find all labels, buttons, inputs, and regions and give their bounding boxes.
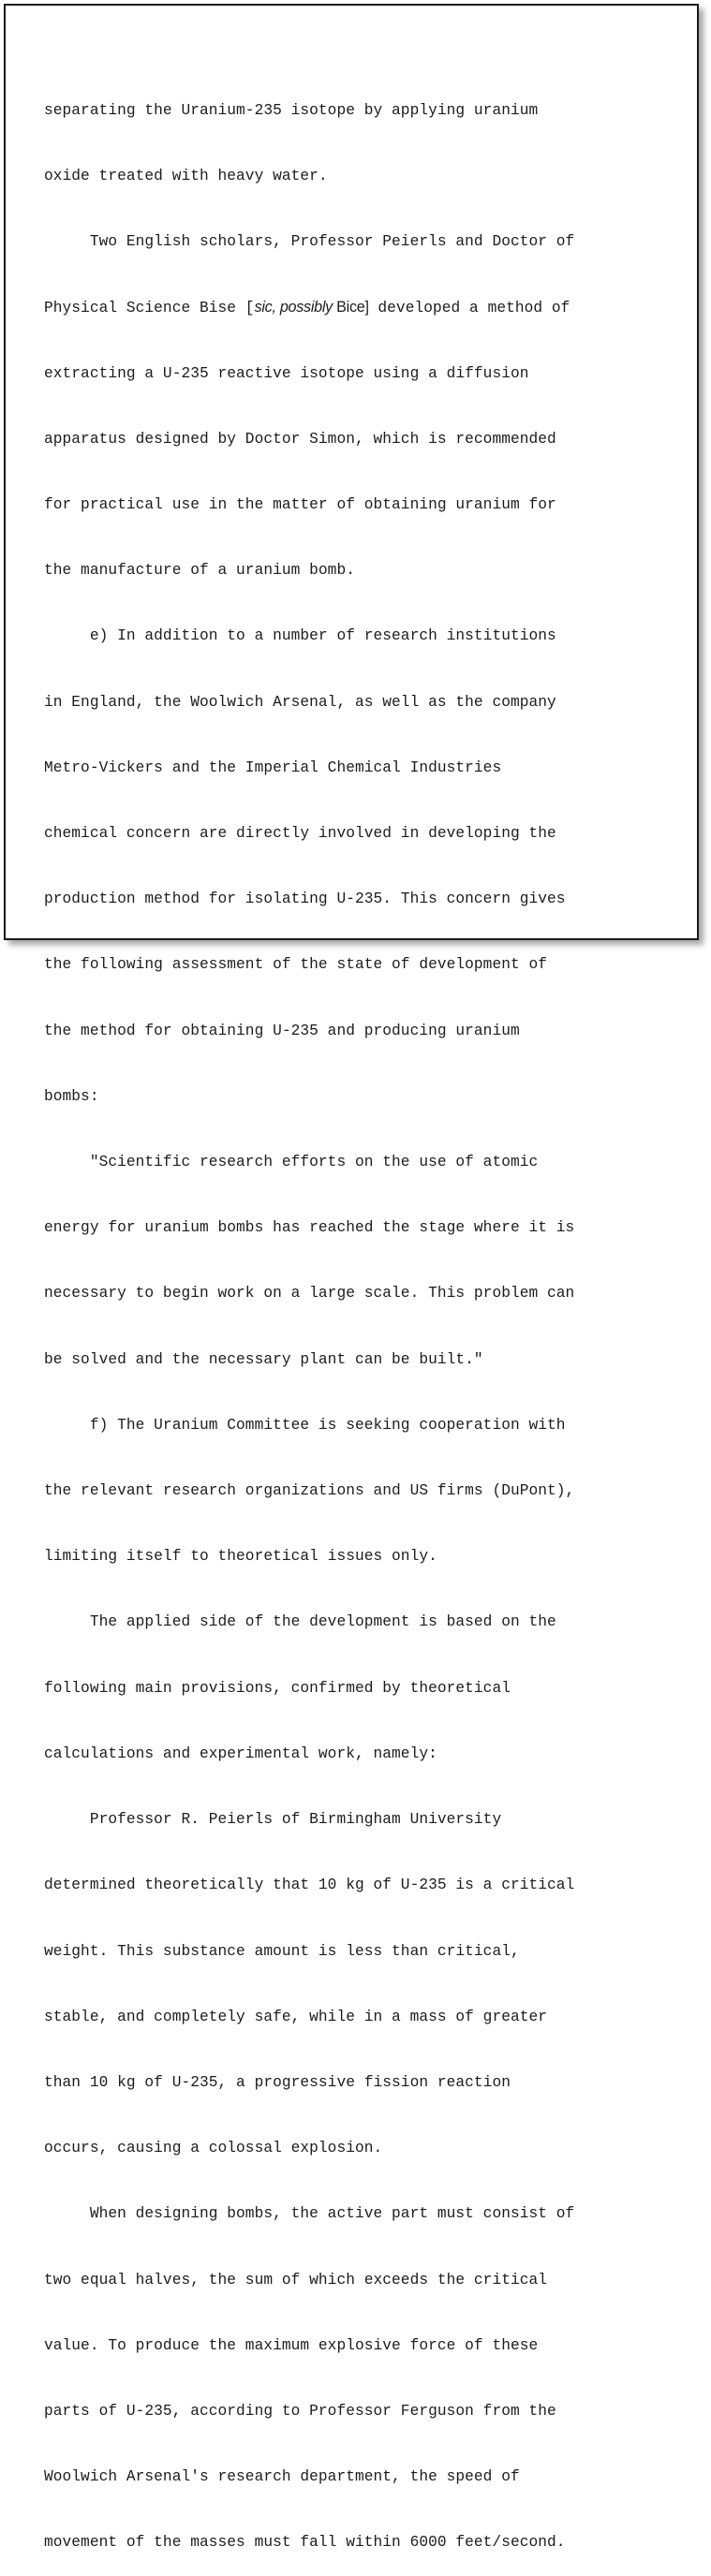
text-segment: Physical Science Bise [: [44, 300, 255, 317]
text-line-with-editorial-note: [44, 297, 681, 318]
text-line: stable, and completely safe, while in a mass of greater: [44, 2008, 548, 2025]
text-line: two equal halves, the sum of which exceeds the critical: [44, 2271, 548, 2289]
text-line: When designing bombs, the active part must consist of: [44, 2205, 575, 2223]
text-line: bombs:: [44, 1087, 99, 1105]
text-line: e) In addition to a number of research institutions: [44, 627, 556, 645]
text-line: "Scientific research efforts on the use of atomic: [44, 1154, 539, 1171]
editorial-note-name: Bice]: [332, 299, 369, 316]
text-line: determined theoretically that 10 kg of U-235 is a critical: [44, 1877, 575, 1894]
text-line: limiting itself to theoretical issues only.: [44, 1548, 437, 1566]
text-line: be solved and the necessary plant can be built.": [44, 1350, 483, 1368]
text-line: the following assessment of the state of development of: [44, 956, 548, 974]
text-line: chemical concern are directly involved in developing the: [44, 825, 556, 843]
text-line: Metro-Vickers and the Imperial Chemical Industries: [44, 758, 502, 776]
text-line: in England, the Woolwich Arsenal, as well as the company: [44, 693, 556, 711]
text-line: for practical use in the matter of obtaining uranium for: [44, 496, 556, 514]
text-line: occurs, causing a colossal explosion.: [44, 2140, 383, 2157]
editorial-note-italic: sic, possibly: [254, 299, 333, 316]
text-line: weight. This substance amount is less than critical,: [44, 1942, 520, 1960]
text-line: movement of the masses must fall within 6000 feet/second.: [44, 2534, 566, 2552]
document-body: [44, 56, 681, 2576]
text-line: the manufacture of a uranium bomb.: [44, 562, 355, 580]
text-line: f) The Uranium Committee is seeking cooperation with: [44, 1416, 566, 1434]
text-line: apparatus designed by Doctor Simon, which is recommended: [44, 430, 556, 448]
text-line: parts of U-235, according to Professor Ferguson from the: [44, 2402, 556, 2420]
text-line: production method for isolating U-235. This concern gives: [44, 891, 566, 908]
text-line: following main provisions, confirmed by theoretical: [44, 1679, 511, 1697]
text-segment: developed a method of: [368, 300, 570, 317]
text-line: Woolwich Arsenal's research department, the speed of: [44, 2468, 520, 2486]
text-line: Two English scholars, Professor Peierls and Doctor of: [44, 233, 575, 251]
text-line: Professor R. Peierls of Birmingham University: [44, 1811, 502, 1829]
text-line: the relevant research organizations and US firms (DuPont),: [44, 1482, 575, 1500]
text-line: than 10 kg of U-235, a progressive fission reaction: [44, 2073, 511, 2091]
text-line: separating the Uranium-235 isotope by applying uranium: [44, 101, 539, 119]
text-line: The applied side of the development is based on the: [44, 1613, 556, 1631]
text-line: oxide treated with heavy water.: [44, 168, 328, 185]
text-line: value. To produce the maximum explosive force of these: [44, 2336, 539, 2354]
text-line: necessary to begin work on a large scale. This problem can: [44, 1285, 575, 1303]
text-line: energy for uranium bombs has reached the stage where it is: [44, 1219, 575, 1237]
text-line: extracting a U-235 reactive isotope using a diffusion: [44, 364, 529, 382]
text-line: calculations and experimental work, namely:: [44, 1744, 437, 1762]
text-line: the method for obtaining U-235 and producing uranium: [44, 1022, 520, 1039]
